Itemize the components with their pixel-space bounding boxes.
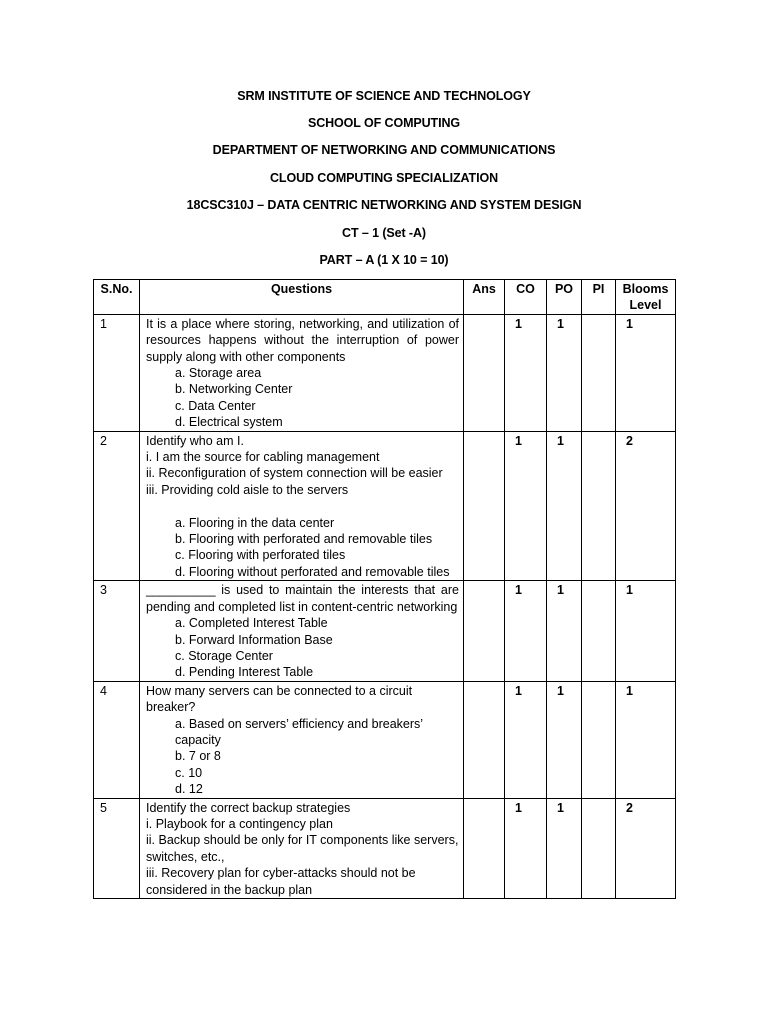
option-a: a. Storage area	[175, 366, 262, 381]
test-title: CT – 1 (Set -A)	[342, 226, 426, 240]
row-ans	[464, 581, 505, 681]
table-row	[94, 431, 676, 581]
row-pi	[582, 681, 616, 798]
option-b: b. 7 or 8	[175, 749, 221, 764]
row-po: 1	[547, 681, 582, 798]
question-line: iii. Providing cold aisle to the servers	[146, 482, 349, 497]
school-title: SCHOOL OF COMPUTING	[307, 116, 461, 130]
question-text: __________ is used to maintain the interests that are pending and completed list in content-centric networking	[146, 583, 459, 614]
specialization-title: CLOUD COMPUTING SPECIALIZATION	[269, 171, 498, 185]
question-text: How many servers can be connected to a circuit breaker?	[146, 683, 413, 715]
header-pi: PI	[582, 280, 616, 315]
table-row	[94, 581, 676, 681]
table-header-row	[94, 280, 676, 315]
option-d: d. Flooring without perforated and removable tiles	[175, 564, 450, 579]
question-line: Identify who am I.	[146, 433, 244, 448]
row-pi	[582, 798, 616, 898]
header-co: CO	[505, 280, 547, 315]
row-pi	[582, 581, 616, 681]
option-d: d. Pending Interest Table	[175, 665, 314, 680]
option-a: a. Completed Interest Table	[175, 616, 328, 631]
table-row	[94, 314, 676, 431]
row-sno: 4	[94, 681, 140, 798]
option-a: a. Flooring in the data center	[175, 515, 335, 530]
option-b: b. Flooring with perforated and removable tiles	[175, 532, 433, 547]
question-line: i. Playbook for a contingency plan	[146, 816, 333, 831]
header-blooms-level: Blooms Level	[616, 280, 676, 315]
header-sno: S.No.	[94, 280, 140, 315]
question-line: Identify the correct backup strategies	[146, 800, 351, 815]
option-c: c. Storage Center	[175, 648, 273, 663]
row-pi	[582, 431, 616, 581]
row-question	[140, 314, 464, 431]
option-a: a. Based on servers’ efficiency and breakers’ capacity	[175, 716, 423, 747]
row-ans	[464, 431, 505, 581]
header-questions: Questions	[140, 280, 464, 315]
row-po: 1	[547, 431, 582, 581]
row-po: 1	[547, 314, 582, 431]
header-ans: Ans	[464, 280, 505, 315]
header-po: PO	[547, 280, 582, 315]
row-co: 1	[505, 798, 547, 898]
row-blooms: 2	[616, 431, 676, 581]
row-po: 1	[547, 798, 582, 898]
option-c: c. Data Center	[175, 398, 256, 413]
row-sno: 1	[94, 314, 140, 431]
row-blooms: 2	[616, 798, 676, 898]
row-co: 1	[505, 314, 547, 431]
row-sno: 5	[94, 798, 140, 898]
option-b: b. Forward Information Base	[175, 632, 333, 647]
spacer	[146, 498, 459, 514]
department-title: DEPARTMENT OF NETWORKING AND COMMUNICATIONS	[212, 143, 556, 157]
question-line: i. I am the source for cabling management	[146, 450, 380, 465]
row-question	[140, 431, 464, 581]
row-ans	[464, 798, 505, 898]
row-sno: 2	[94, 431, 140, 581]
option-c: c. 10	[175, 765, 203, 780]
question-text: It is a place where storing, networking, and utilization of resources happens without the interruption of power supply along with other components	[146, 316, 459, 364]
questions-table	[93, 279, 676, 899]
row-ans	[464, 314, 505, 431]
row-co: 1	[505, 681, 547, 798]
row-blooms: 1	[616, 681, 676, 798]
table-row	[94, 681, 676, 798]
row-co: 1	[505, 431, 547, 581]
option-c: c. Flooring with perforated tiles	[175, 548, 346, 563]
course-title: 18CSC310J – DATA CENTRIC NETWORKING AND SYSTEM DESIGN	[186, 198, 582, 212]
option-d: d. Electrical system	[175, 415, 283, 430]
question-line: iii. Recovery plan for cyber-attacks should not be considered in the backup plan	[146, 866, 416, 897]
part-title: PART – A (1 X 10 = 10)	[319, 253, 449, 267]
row-po: 1	[547, 581, 582, 681]
row-question	[140, 798, 464, 898]
option-d: d. 12	[175, 782, 203, 797]
row-blooms: 1	[616, 581, 676, 681]
question-line: ii. Reconfiguration of system connection will be easier	[146, 466, 443, 481]
table-row	[94, 798, 676, 898]
row-sno: 3	[94, 581, 140, 681]
question-line: ii. Backup should be only for IT components like servers, switches, etc.,	[146, 833, 459, 864]
row-question	[140, 681, 464, 798]
row-blooms: 1	[616, 314, 676, 431]
row-ans	[464, 681, 505, 798]
option-b: b. Networking Center	[175, 382, 293, 397]
row-co: 1	[505, 581, 547, 681]
row-question	[140, 581, 464, 681]
institute-title: SRM INSTITUTE OF SCIENCE AND TECHNOLOGY	[237, 89, 531, 103]
row-pi	[582, 314, 616, 431]
